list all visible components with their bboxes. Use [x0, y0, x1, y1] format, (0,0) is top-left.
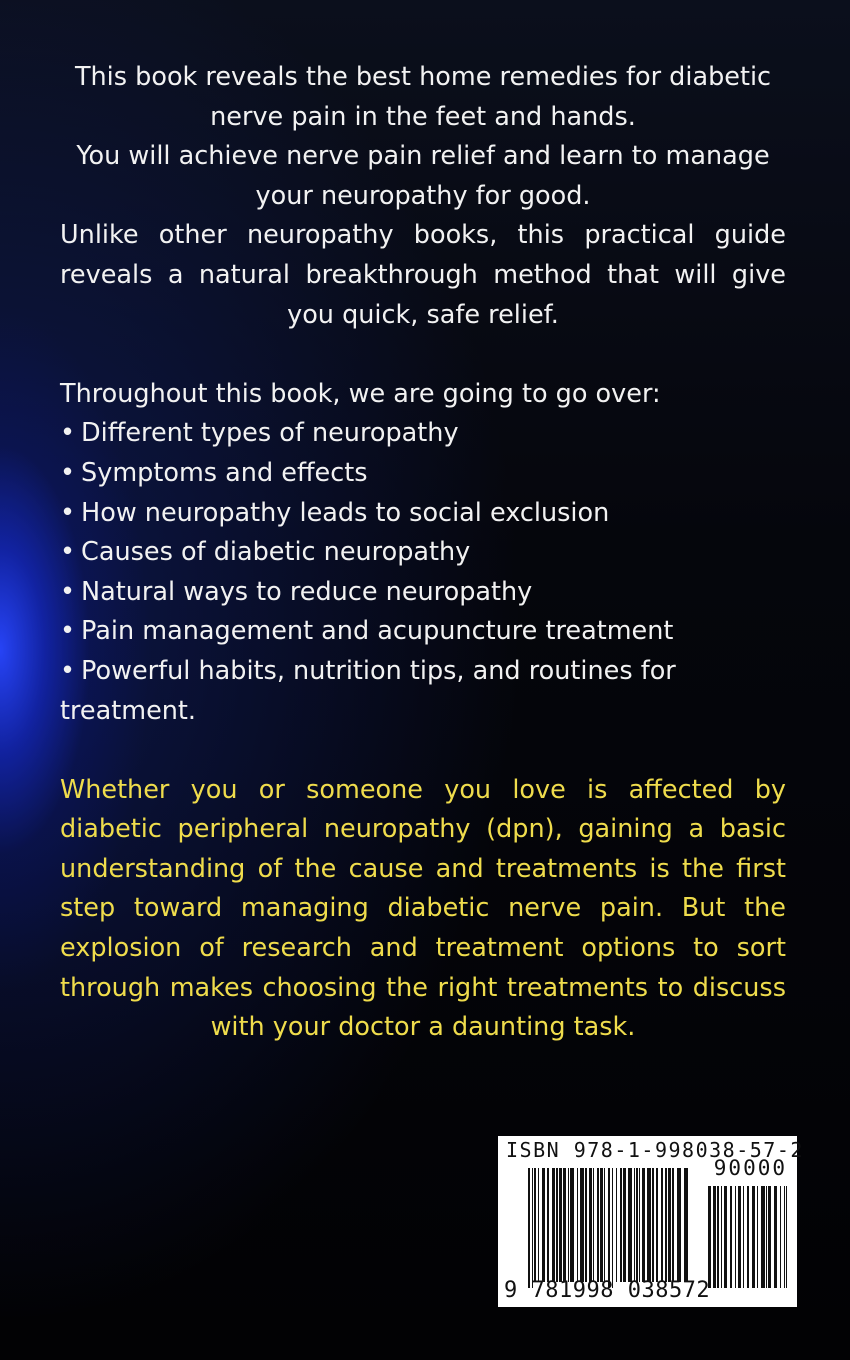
barcode-bar [552, 1168, 555, 1282]
barcode-bar [738, 1186, 741, 1288]
closing-paragraph: Whether you or someone you love is affected by diabetic peripheral neuropathy (dpn), gaining a basic understanding of the cause and treatments is the first step toward managing diabetic nerve pain. But the explosion of research and treatment options to sort through makes choosing the right treatments to discuss with your doctor a daunting task. [60, 774, 786, 1043]
list-item: • Different types of neuropathy [60, 414, 786, 454]
barcode-bar [568, 1168, 569, 1282]
barcode-bar [677, 1168, 681, 1282]
list-heading: Throughout this book, we are going to go over: [60, 378, 661, 409]
isbn-label: ISBN 978-1-998038-57-2 [506, 1138, 804, 1162]
barcode-bar [774, 1186, 777, 1288]
barcode-bar [786, 1186, 787, 1288]
back-cover-text [60, 58, 786, 1048]
barcode-bar [532, 1168, 533, 1288]
list-item: • Natural ways to reduce neuropathy [60, 573, 786, 613]
barcode-bar [570, 1168, 574, 1282]
barcode-bar [713, 1186, 716, 1288]
list-item: • Symptoms and effects [60, 454, 786, 494]
barcode-bar [647, 1168, 651, 1282]
barcode-bar [542, 1168, 545, 1282]
barcode-bar [743, 1186, 744, 1288]
barcode-bar [534, 1168, 536, 1282]
topics-list [60, 414, 786, 731]
barcode-bar [600, 1168, 603, 1282]
barcode-bar [780, 1186, 781, 1288]
barcode-bar [757, 1186, 758, 1288]
barcode-bar [717, 1186, 719, 1288]
barcode-digits: 9 781998 038572 [504, 1278, 711, 1303]
barcode-bar [668, 1168, 671, 1282]
barcode-bar [752, 1186, 755, 1288]
barcode-bar [730, 1186, 732, 1288]
isbn-barcode [498, 1136, 804, 1307]
barcode-bar [639, 1168, 640, 1282]
barcode-bar [589, 1168, 592, 1282]
barcode-bar [784, 1186, 785, 1288]
barcode-bar [538, 1168, 539, 1282]
barcode-bar [616, 1168, 617, 1282]
barcode-bar [547, 1168, 549, 1282]
barcode-bar [636, 1168, 638, 1282]
barcode-bar [593, 1168, 594, 1282]
barcode-bar [672, 1168, 674, 1282]
barcode-bar [628, 1168, 632, 1282]
barcode-bar [656, 1168, 658, 1282]
barcode-bar [721, 1186, 722, 1288]
barcode-bar [766, 1186, 767, 1288]
barcode-bar [612, 1168, 613, 1288]
list-item: • Causes of diabetic neuropathy [60, 533, 786, 573]
barcode-bar [559, 1168, 562, 1282]
barcode-bar [620, 1168, 622, 1282]
barcode-bar [556, 1168, 558, 1282]
list-item: • Powerful habits, nutrition tips, and routines for treatment. [60, 652, 786, 731]
intro-paragraph-3: Unlike other neuropathy books, this practical guide reveals a natural breakthrough method that will give you quick, safe relief. [60, 220, 786, 330]
barcode-bar [684, 1168, 688, 1282]
intro-paragraph-2: You will achieve nerve pain relief and learn to manage your neuropathy for good. [76, 141, 770, 211]
barcode-bar [708, 1186, 711, 1288]
barcode-bar [528, 1168, 530, 1288]
barcode-bar [563, 1168, 566, 1282]
barcode-bar [735, 1186, 736, 1288]
barcode-bar [747, 1186, 749, 1288]
barcode-bar [665, 1168, 667, 1282]
barcode-bar [768, 1186, 771, 1288]
barcode-bar [608, 1168, 610, 1288]
barcode-bar [761, 1186, 765, 1288]
barcode-bar [652, 1168, 654, 1282]
barcode-bar [724, 1186, 727, 1288]
intro-paragraph-1: This book reveals the best home remedies for diabetic nerve pain in the feet and hands. [74, 62, 772, 132]
list-item: • How neuropathy leads to social exclusion [60, 494, 786, 534]
barcode-bar [597, 1168, 599, 1282]
barcode-bar [642, 1168, 645, 1282]
barcode-bar [580, 1168, 584, 1282]
barcode-bar [577, 1168, 578, 1282]
barcode-bar [634, 1168, 635, 1282]
barcode-bar [661, 1168, 663, 1282]
price-addon: 90000 [713, 1156, 787, 1180]
barcode-bar [604, 1168, 605, 1282]
barcode-bar [623, 1168, 626, 1282]
list-item: • Pain management and acupuncture treatment [60, 612, 786, 652]
barcode-bar [585, 1168, 587, 1282]
